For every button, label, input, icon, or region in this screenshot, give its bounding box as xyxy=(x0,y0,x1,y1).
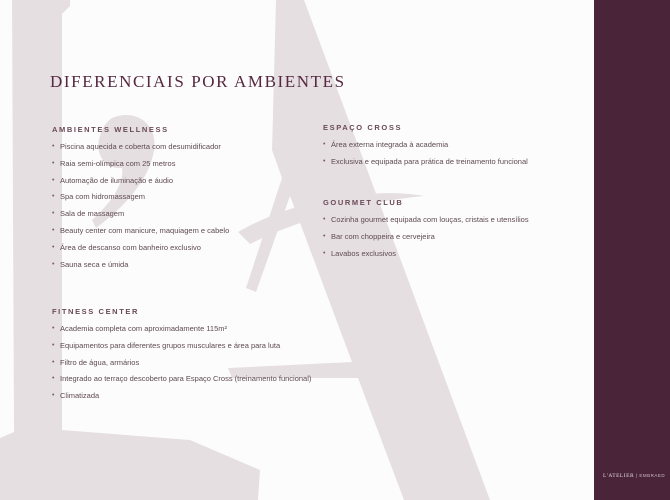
list-item-label: Bar com choppeira e cervejeira xyxy=(331,231,435,241)
list-item-label: Cozinha gourmet equipada com louças, cristais e utensílios xyxy=(331,215,529,224)
list-item-label: Spa com hidromassagem xyxy=(60,192,146,202)
list-item: • Academia completa com aproximadamente 115m² xyxy=(52,324,228,333)
list-item-label: Sauna seca e úmida xyxy=(60,259,129,269)
section-espaco-cross xyxy=(323,123,528,175)
list-item: • Sala de massagem xyxy=(52,209,125,219)
list-item-label: Beauty center com manicure, maquiagem e cabelo xyxy=(60,225,230,235)
list-item-label: Raia semi-olímpica com 25 metros xyxy=(60,158,176,168)
feature-list xyxy=(52,143,229,269)
list-item: • Equipamentos para diferentes grupos musculares e área para luta xyxy=(52,340,281,350)
feature-list xyxy=(323,216,529,258)
list-item-label: Sala de massagem xyxy=(60,209,125,219)
list-item: • Beauty center com manicure, maquiagem e cabelo xyxy=(52,225,230,235)
list-item: • Lavabos exclusivos xyxy=(323,248,397,258)
latelier-logo: L'ATELIER xyxy=(603,473,635,479)
list-item: • Spa com hidromassagem xyxy=(52,192,146,202)
section-heading: GOURMET CLUB xyxy=(323,198,404,207)
section-gourmet-club xyxy=(323,198,529,266)
list-item: • Integrado ao terraço descoberto para Espaço Cross (treinamento funcional) xyxy=(52,374,312,384)
list-item-label: Climatizada xyxy=(60,391,100,401)
list-item: • Automação de iluminação e áudio xyxy=(52,175,173,185)
list-item-label: Academia completa com aproximadamente 115m² xyxy=(60,324,228,333)
list-item: • Área externa integrada à academia xyxy=(323,140,449,149)
list-item: • Área de descanso com banheiro exclusivo xyxy=(52,242,201,252)
list-item-label: Equipamentos para diferentes grupos musculares e área para luta xyxy=(60,340,281,350)
section-fitness-center xyxy=(52,307,311,409)
list-item: • Cozinha gourmet equipada com louças, cristais e utensílios xyxy=(323,215,529,224)
list-item-label: Exclusiva e equipada para prática de treinamento funcional xyxy=(331,156,528,166)
page-title: DIFERENCIAIS POR AMBIENTES xyxy=(50,72,346,91)
list-item-label: Área externa integrada à academia xyxy=(331,140,449,149)
list-item: • Climatizada xyxy=(52,391,100,401)
list-item-label: Área de descanso com banheiro exclusivo xyxy=(60,242,201,252)
embraed-brand: EMBRAED xyxy=(639,473,666,478)
list-item-label: Automação de iluminação e áudio xyxy=(60,175,173,185)
list-item: • Bar com choppeira e cervejeira xyxy=(323,231,435,241)
section-heading: FITNESS CENTER xyxy=(52,307,139,316)
footer-brand xyxy=(603,473,665,479)
brand-sidebar xyxy=(594,0,670,500)
list-item: • Sauna seca e úmida xyxy=(52,259,129,269)
feature-list xyxy=(323,141,528,166)
section-heading: ESPAÇO CROSS xyxy=(323,123,403,132)
list-item-label: Integrado ao terraço descoberto para Espaço Cross (treinamento funcional) xyxy=(60,374,312,384)
section-ambientes-wellness xyxy=(52,125,229,277)
list-item-label: Piscina aquecida e coberta com desumidificador xyxy=(60,142,221,151)
list-item: • Raia semi-olímpica com 25 metros xyxy=(52,158,176,168)
list-item-label: Filtro de água, armários xyxy=(60,357,140,367)
feature-list xyxy=(52,325,311,400)
footer-separator: | xyxy=(635,473,638,478)
list-item: • Exclusiva e equipada para prática de treinamento funcional xyxy=(323,156,528,166)
section-heading: AMBIENTES WELLNESS xyxy=(52,125,169,134)
list-item: • Piscina aquecida e coberta com desumidificador xyxy=(52,142,221,151)
list-item-label: Lavabos exclusivos xyxy=(331,248,397,258)
list-item: • Filtro de água, armários xyxy=(52,357,140,367)
